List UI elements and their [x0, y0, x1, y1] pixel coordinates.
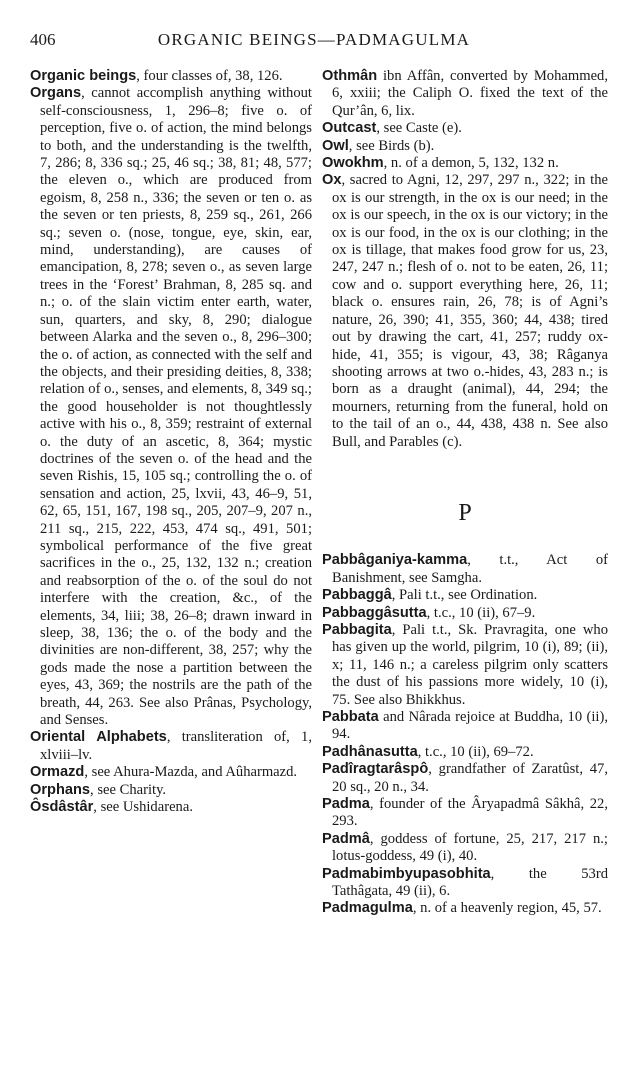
index-entry	[322, 761, 608, 796]
entry-text: , see Caste (e).	[376, 120, 462, 137]
page-number: 406	[30, 30, 56, 49]
entry-text: , transliteration of, 1, xlviii–lv.	[40, 729, 312, 763]
entry-headword: Ox	[322, 172, 342, 189]
left-entries	[30, 68, 312, 816]
entry-headword: Orphans	[30, 781, 91, 798]
entry-text: , see Charity.	[90, 781, 167, 798]
entry-text: , cannot accomplish anything without self-consciousness, 1, 296–8; five o. of perception, five o. of action, the mind belongs to both, and the understanding is the twelfth, 7, 286; 8, 336 sq.; 25, 46 sq.; 38, 81; 48, 577; the eleven o., which are produced from egoism, 8, 258 n., 336; the seven or ten o. as the seven or ten priests, 8, 259 sq., 261, 266 sq.; seven o. (nose, tongue, eye, skin, ear, mind, understanding), are causes of emancipation, 8, 278; seven o., as seven large trees in the ‘Forest’ Brahman, 8, 285 sq. and n.; o. of the slain victim enter earth, water, sun, quarters, and sky, 8, 290; dialogue between Alarka and the seven o., 8, 296–300; the o. of action, as connected with the self and the objects, and their presiding deities, 8, 338; relation of o., senses, and elements, 8, 349 sq.; the good householder is not thoughtlessly active with his o., 8, 359; restraint of external o. the duty of an ascetic, 8, 364; mystic doctrines of the seven o. of the head and the seven Rishis, 15, 105 sq.; controlling the o. of sensation and action, 25, lxvii, 43, 46–9, 51, 62, 65, 151, 167, 198 sq., 205, 207–9, 207 n., 211 sq., 215, 222, 453, 474 sq., 491, 501; symbolical performance of the five great sacrifices in the o., 25, 132, 132 n.; creation and reabsorption of the o. of the soul do not interfere with the creation, &c., of the elements, 34, liii; 38, 26–8; drawn inward in sleep, 38, 136; the o. of the body and the divinities are non-different, 38, 257; why the gods made the nose a partition between the eyes, 43, 369; the nostrils are the path of the breath, 44, 263. See also Prânas, Psychology, and Senses.	[40, 85, 312, 729]
index-entry	[30, 68, 312, 85]
index-entry	[322, 622, 608, 709]
entry-text: , the 53rd Tathâgata, 49 (ii), 6.	[332, 865, 608, 900]
index-entry	[322, 605, 608, 622]
right-o-entries	[322, 68, 608, 451]
entry-headword: Padhânasutta	[322, 743, 418, 760]
entry-headword: Owl	[322, 137, 349, 154]
left-column	[30, 68, 312, 816]
index-entry	[322, 900, 608, 917]
index-entry	[30, 782, 312, 799]
entry-text: , grandfather of Zaratûst, 47, 20 sq., 20 n., 34.	[332, 761, 608, 795]
running-title: ORGANIC BEINGS—PADMAGULMA	[157, 30, 471, 49]
entry-text: , t.t., Act of Banishment, see Samgha.	[332, 552, 608, 586]
entry-headword: Padmâ	[322, 830, 370, 847]
entry-text: , see Ushidarena.	[93, 799, 193, 816]
entry-text: , n. of a heavenly region, 45, 57.	[412, 900, 602, 917]
index-entry	[322, 866, 608, 901]
index-entry	[30, 764, 312, 781]
entry-headword: Pabbaggâ	[322, 587, 392, 604]
entry-headword: Pabbagita	[322, 621, 392, 638]
entry-headword: Owokhm	[322, 155, 384, 172]
entry-headword: Padma	[322, 796, 370, 813]
entry-headword: Ôsdâstâr	[30, 799, 94, 816]
section-letter: P	[458, 499, 472, 526]
index-entry	[322, 120, 608, 137]
entry-text: , n. of a demon, 5, 132, 132 n.	[383, 155, 559, 172]
index-entry	[322, 744, 608, 761]
index-entry	[322, 796, 608, 831]
entry-headword: Pabbâganiya-kamma	[322, 552, 468, 569]
entry-text: , goddess of fortune, 25, 217, 217 n.; lotus-goddess, 49 (i), 40.	[332, 830, 608, 865]
page-header	[0, 30, 628, 54]
entry-headword: Pabbata	[322, 709, 379, 725]
entry-headword: Outcast	[322, 120, 377, 137]
entry-text: , see Ahura-Mazda, and Aûharmazd.	[84, 764, 298, 781]
entry-headword: Padmagulma	[322, 900, 413, 917]
index-entry	[322, 709, 608, 744]
entry-headword: Organs	[30, 85, 82, 102]
index-entry	[322, 552, 608, 587]
entry-headword: Oriental Alphabets	[30, 729, 167, 746]
entry-text: ibn Affân, converted by Mohammed, 6, xxiii; the Caliph O. fixed the text of the Qur’ân, 6, lix.	[332, 68, 608, 119]
entry-text: , founder of the Âryapadmâ Sâkhâ, 22, 293.	[332, 796, 608, 830]
entry-headword: Padmabimbyupasobhita	[322, 865, 491, 882]
index-entry	[322, 138, 608, 155]
index-entry	[322, 172, 608, 451]
entry-text: , Pali t.t., see Ordination.	[391, 587, 538, 604]
right-p-entries	[322, 552, 608, 918]
index-entry	[30, 85, 312, 729]
index-entry	[30, 729, 312, 764]
entry-text: , t.c., 10 (ii), 67–9.	[426, 604, 536, 621]
entry-text: , Pali t.t., Sk. Pravragita, one who has given up the world, pilgrim, 10 (i), 89; (ii), x; 11, 146 n.; a careless pilgrim only scatters the dust of his passions more widely, 10 (i), 75. See also Bhikkhus.	[332, 621, 608, 708]
right-column	[322, 68, 608, 918]
entry-headword: Ormazd	[30, 764, 85, 781]
index-entry	[322, 68, 608, 120]
index-entry	[322, 831, 608, 866]
index-entry	[30, 799, 312, 816]
entry-headword: Padîragtarâspô	[322, 761, 429, 778]
entry-text: , t.c., 10 (ii), 69–72.	[417, 743, 534, 760]
entry-text: , four classes of, 38, 126.	[136, 68, 283, 84]
entry-text: and Nârada rejoice at Buddha, 10 (ii), 94.	[332, 709, 608, 743]
entry-headword: Organic beings	[30, 68, 137, 84]
entry-text: , see Birds (b).	[348, 137, 435, 154]
index-entry	[322, 155, 608, 172]
entry-headword: Othmân	[322, 68, 378, 84]
entry-headword: Pabbaggâsutta	[322, 604, 427, 621]
entry-text: , sacred to Agni, 12, 297, 297 n., 322; in the ox is our strength, in the ox is our need; in the ox is our speech, in the ox is our victory; in the ox is our food, in the ox is our clothing; in the ox is tillage, that makes food grow for us, 23, 247, 247 n.; flesh of o. not to be eaten, 26, 11; cow and o. support everything here, 26, 11; black o. ensures rain, 26, 78; is of Agni’s nature, 26, 390; 41, 355, 360; 44, 438; tired out by drawing the cart, 41, 257; ruddy ox-hide, 41, 355; is vigour, 43, 38; Râganya shooting arrows at two o.-hides, 43, 283 n.; is born as a draught (animal), 44, 294; the mourners, returning from the funeral, hold on to the tail of an o., 44, 438, 438 n. See also Bull, and Parables (c).	[332, 172, 608, 450]
index-entry	[322, 587, 608, 604]
